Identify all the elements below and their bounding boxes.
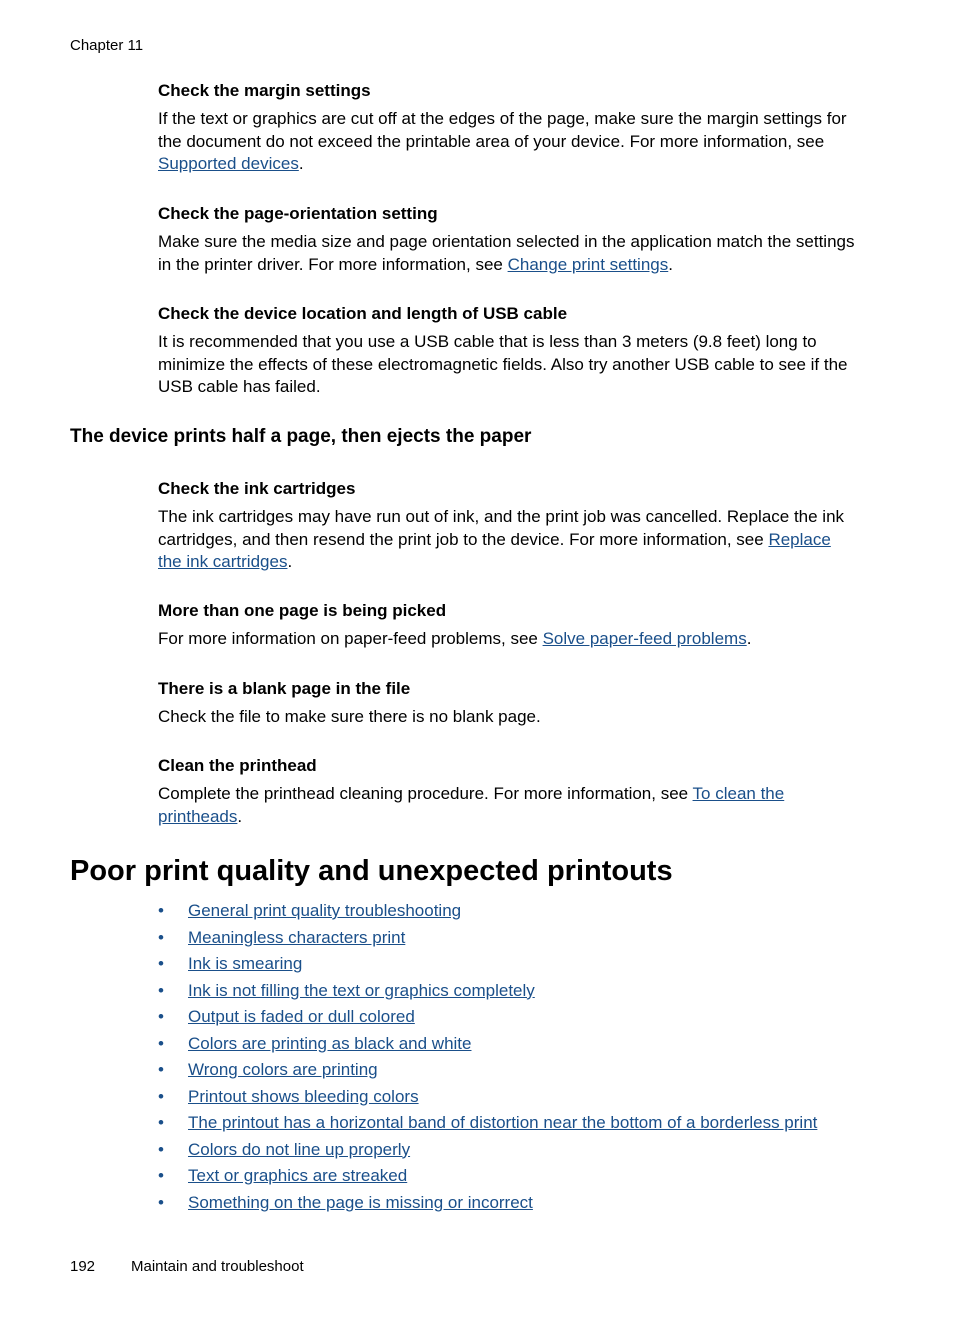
- section-text: For more information on paper-feed problems, see Solve paper-feed problems.: [158, 629, 752, 648]
- troubleshooting-link[interactable]: Colors do not line up properly: [188, 1139, 411, 1159]
- troubleshooting-link[interactable]: Output is faded or dull colored: [188, 1007, 415, 1026]
- list-item: [158, 1190, 918, 1217]
- troubleshooting-link[interactable]: Printout shows bleeding colors: [188, 1086, 419, 1106]
- list-item: [158, 1110, 918, 1137]
- bullet-icon: •: [158, 1192, 164, 1212]
- poor-quality-title: Poor print quality and unexpected printouts: [70, 855, 673, 887]
- bullet-icon: •: [158, 1166, 164, 1185]
- section-margin: [158, 80, 858, 176]
- list-item: [158, 898, 918, 925]
- list-item: [158, 951, 918, 978]
- list-item: [158, 1137, 918, 1164]
- bullet-icon: •: [158, 901, 164, 920]
- change-print-settings-link[interactable]: Change print settings: [507, 254, 669, 274]
- section-text: It is recommended that you use a USB cable that is less than 3 meters (9.8 feet) long to minimize the effects of these electromagnetic fields. Also try another USB cable to see if the USB cable has failed.: [158, 332, 848, 396]
- bullet-icon: •: [158, 927, 164, 947]
- section-heading: Check the device location and length of USB cable: [158, 304, 568, 323]
- section-picked: [158, 600, 858, 651]
- bullet-icon: •: [158, 1060, 164, 1079]
- list-item: [158, 978, 918, 1005]
- half-page-heading: The device prints half a page, then ejects the paper: [70, 426, 532, 447]
- section-heading: Check the page-orientation setting: [158, 204, 438, 223]
- section-heading: Check the margin settings: [158, 81, 371, 100]
- troubleshooting-link[interactable]: Colors are printing as black and white: [188, 1033, 472, 1053]
- section-heading: Clean the printhead: [158, 756, 317, 775]
- troubleshooting-link[interactable]: Text or graphics are streaked: [188, 1166, 408, 1185]
- bullet-icon: •: [158, 1033, 164, 1053]
- clean-printheads-link[interactable]: To clean the printheads: [158, 784, 785, 826]
- section-text: The ink cartridges may have run out of ink, and the print job was cancelled. Replace the ink cartridges, and then resend the print job to the device. For more information, see Replace the ink cartridges.: [158, 507, 845, 571]
- section-heading: More than one page is being picked: [158, 601, 447, 620]
- section-text: If the text or graphics are cut off at the edges of the page, make sure the margin settings for the document do not exceed the printable area of your device. For more information, see Supported devices.: [158, 109, 847, 173]
- page-number: 192: [70, 1258, 96, 1275]
- list-item: [158, 1057, 918, 1084]
- section-text: Complete the printhead cleaning procedure. For more information, see To clean the printheads.: [158, 784, 785, 826]
- troubleshooting-link[interactable]: Ink is not filling the text or graphics completely: [188, 980, 535, 1000]
- bullet-icon: •: [158, 1139, 164, 1159]
- section-usb: [158, 303, 858, 399]
- list-item: [158, 1031, 918, 1058]
- section-text: Make sure the media size and page orientation selected in the application match the settings in the printer driver. For more information, see Change print settings.: [158, 232, 855, 274]
- section-blank: [158, 678, 858, 729]
- troubleshooting-link[interactable]: General print quality troubleshooting: [188, 901, 462, 920]
- troubleshooting-link[interactable]: Ink is smearing: [188, 954, 303, 973]
- section-ink: [158, 478, 858, 574]
- troubleshooting-link[interactable]: Something on the page is missing or incorrect: [188, 1192, 533, 1212]
- section-heading: There is a blank page in the file: [158, 679, 411, 698]
- list-item: [158, 925, 918, 952]
- solve-paper-feed-link[interactable]: Solve paper-feed problems: [542, 629, 747, 648]
- chapter-label: Chapter 11: [70, 37, 144, 54]
- list-item: [158, 1084, 918, 1111]
- bullet-icon: •: [158, 1007, 164, 1026]
- troubleshooting-link[interactable]: Meaningless characters print: [188, 927, 406, 947]
- list-item: [158, 1163, 918, 1190]
- replace-ink-cartridges-link[interactable]: Replace the ink cartridges: [158, 529, 831, 571]
- supported-devices-link[interactable]: Supported devices: [158, 154, 299, 173]
- section-printhead: [158, 755, 858, 828]
- troubleshooting-link[interactable]: Wrong colors are printing: [188, 1060, 378, 1079]
- troubleshooting-link[interactable]: The printout has a horizontal band of distortion near the bottom of a borderless print: [188, 1113, 818, 1132]
- bullet-icon: •: [158, 954, 164, 973]
- bullet-icon: •: [158, 1113, 164, 1132]
- bullet-icon: •: [158, 980, 164, 1000]
- bullet-icon: •: [158, 1086, 164, 1106]
- section-text: Check the file to make sure there is no blank page.: [158, 707, 541, 726]
- section-orientation: [158, 203, 858, 276]
- footer-section-title: Maintain and troubleshoot: [131, 1258, 304, 1275]
- troubleshooting-link-list: [158, 898, 918, 1216]
- section-heading: Check the ink cartridges: [158, 479, 356, 498]
- list-item: [158, 1004, 918, 1031]
